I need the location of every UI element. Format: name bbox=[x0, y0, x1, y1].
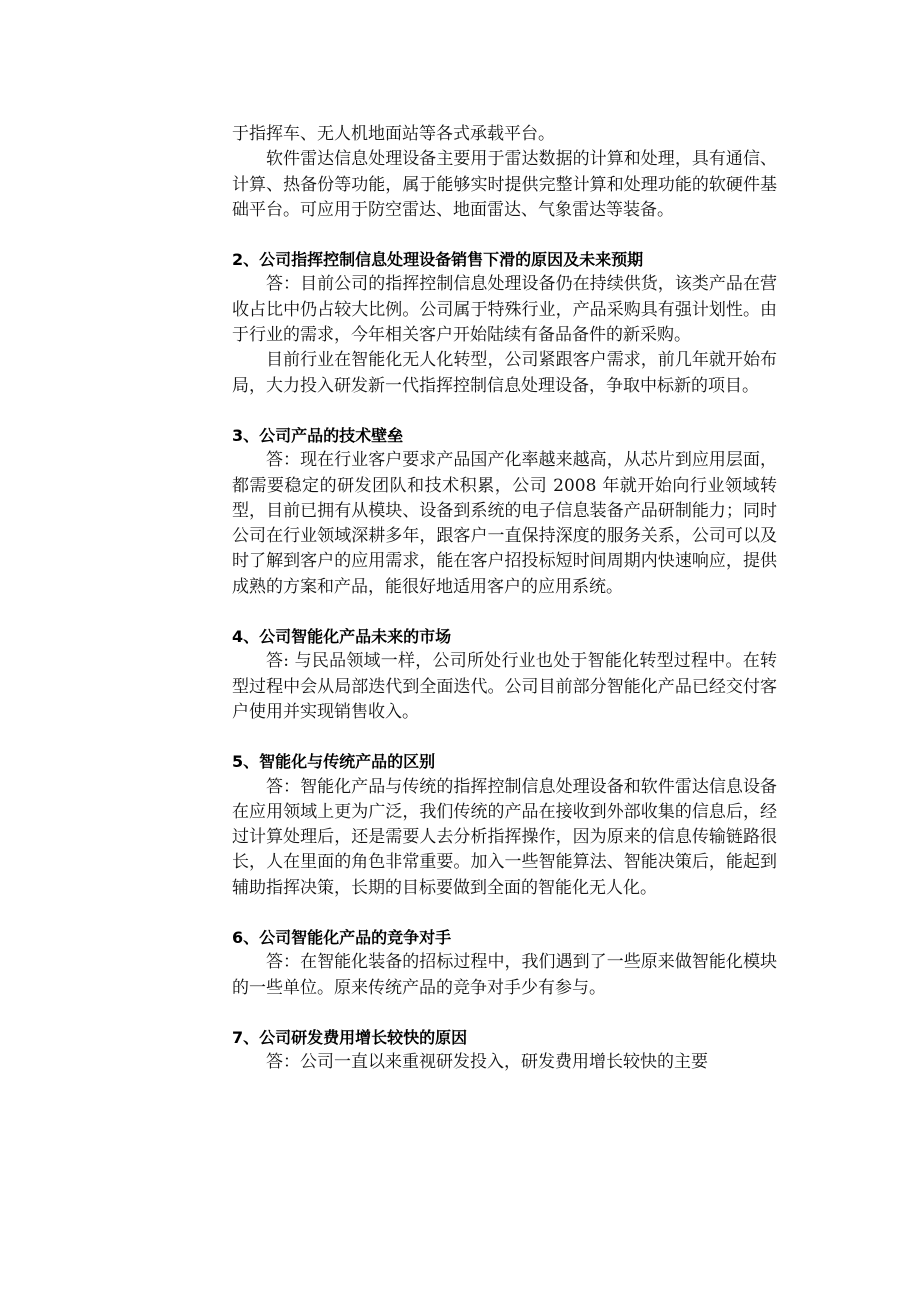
section-7 bbox=[232, 1025, 777, 1076]
section-gap bbox=[232, 223, 777, 247]
section-heading: 5、智能化与传统产品的区别 bbox=[232, 752, 436, 772]
answer-paragraph: 答：智能化产品与传统的指挥控制信息处理设备和软件雷达信息设备在应用领域上更为广泛，我们传统的产品在接收到外部收集的信息后，经过计算处理后，还是需要人去分析指挥操作，因为原来的信息传输链路很长，人在里面的角色非常重要。加入一些智能算法、智能决策后，能起到辅助指挥决策，长期的目标要做到全面的智能化无人化。 bbox=[232, 776, 777, 898]
intro-line: 于指挥车、无人机地面站等各式承载平台。 bbox=[232, 124, 555, 144]
answer-paragraph: 答：公司一直以来重视研发投入，研发费用增长较快的主要 bbox=[266, 1052, 708, 1073]
section-5 bbox=[232, 749, 777, 901]
section-gap bbox=[232, 725, 777, 749]
answer-paragraph: 答: 与民品领域一样，公司所处行业也处于智能化转型过程中。在转型过程中会从局部迭代到全面迭代。公司目前部分智能化产品已经交付客户使用并实现销售收入。 bbox=[232, 651, 777, 722]
section-gap bbox=[232, 901, 777, 925]
section-gap bbox=[232, 1001, 777, 1025]
section-2 bbox=[232, 247, 777, 399]
section-heading: 3、公司产品的技术壁垒 bbox=[232, 425, 404, 445]
intro-paragraph: 软件雷达信息处理设备主要用于雷达数据的计算和处理，具有通信、计算、热备份等功能，属于能够实时提供完整计算和处理功能的软硬件基础平台。可应用于防空雷达、地面雷达、气象雷达等装备。 bbox=[232, 149, 777, 220]
section-3 bbox=[232, 423, 777, 600]
section-4 bbox=[232, 624, 777, 725]
body-paragraph: 目前行业在智能化无人化转型，公司紧跟客户需求，前几年就开始布局，大力投入研发新一代指挥控制信息处理设备，争取中标新的项目。 bbox=[232, 350, 777, 396]
section-gap bbox=[232, 600, 777, 624]
section-heading: 2、公司指挥控制信息处理设备销售下滑的原因及未来预期 bbox=[232, 250, 644, 270]
document-page bbox=[232, 122, 777, 1076]
section-heading: 6、公司智能化产品的竞争对手 bbox=[232, 928, 452, 948]
answer-paragraph: 答：在智能化装备的招标过程中，我们遇到了一些原来做智能化模块的一些单位。原来传统产品的竞争对手少有参与。 bbox=[232, 952, 777, 998]
section-gap bbox=[232, 399, 777, 423]
section-heading: 4、公司智能化产品未来的市场 bbox=[232, 627, 452, 647]
section-heading: 7、公司研发费用增长较快的原因 bbox=[232, 1027, 468, 1047]
answer-paragraph: 答：目前公司的指挥控制信息处理设备仍在持续供货，该类产品在营收占比中仍占较大比例。公司属于特殊行业，产品采购具有强计划性。由于行业的需求，今年相关客户开始陆续有备品备件的新采购。 bbox=[232, 274, 777, 346]
answer-paragraph: 答：现在行业客户要求产品国产化率越来越高，从芯片到应用层面，都需要稳定的研发团队和技术积累，公司 2008 年就开始向行业领域转型，目前已拥有从模块、设备到系统的电子信息装备产品研制能力；同时公司在行业领域深耕多年，跟客户一直保持深度的服务关系，公司可以及时了解到客户的应用需求，能在客户招投标短时间周期内快速响应，提供成熟的方案和产品，能很好地适用客户的应用系统。 bbox=[232, 450, 777, 597]
section-6 bbox=[232, 925, 777, 1001]
